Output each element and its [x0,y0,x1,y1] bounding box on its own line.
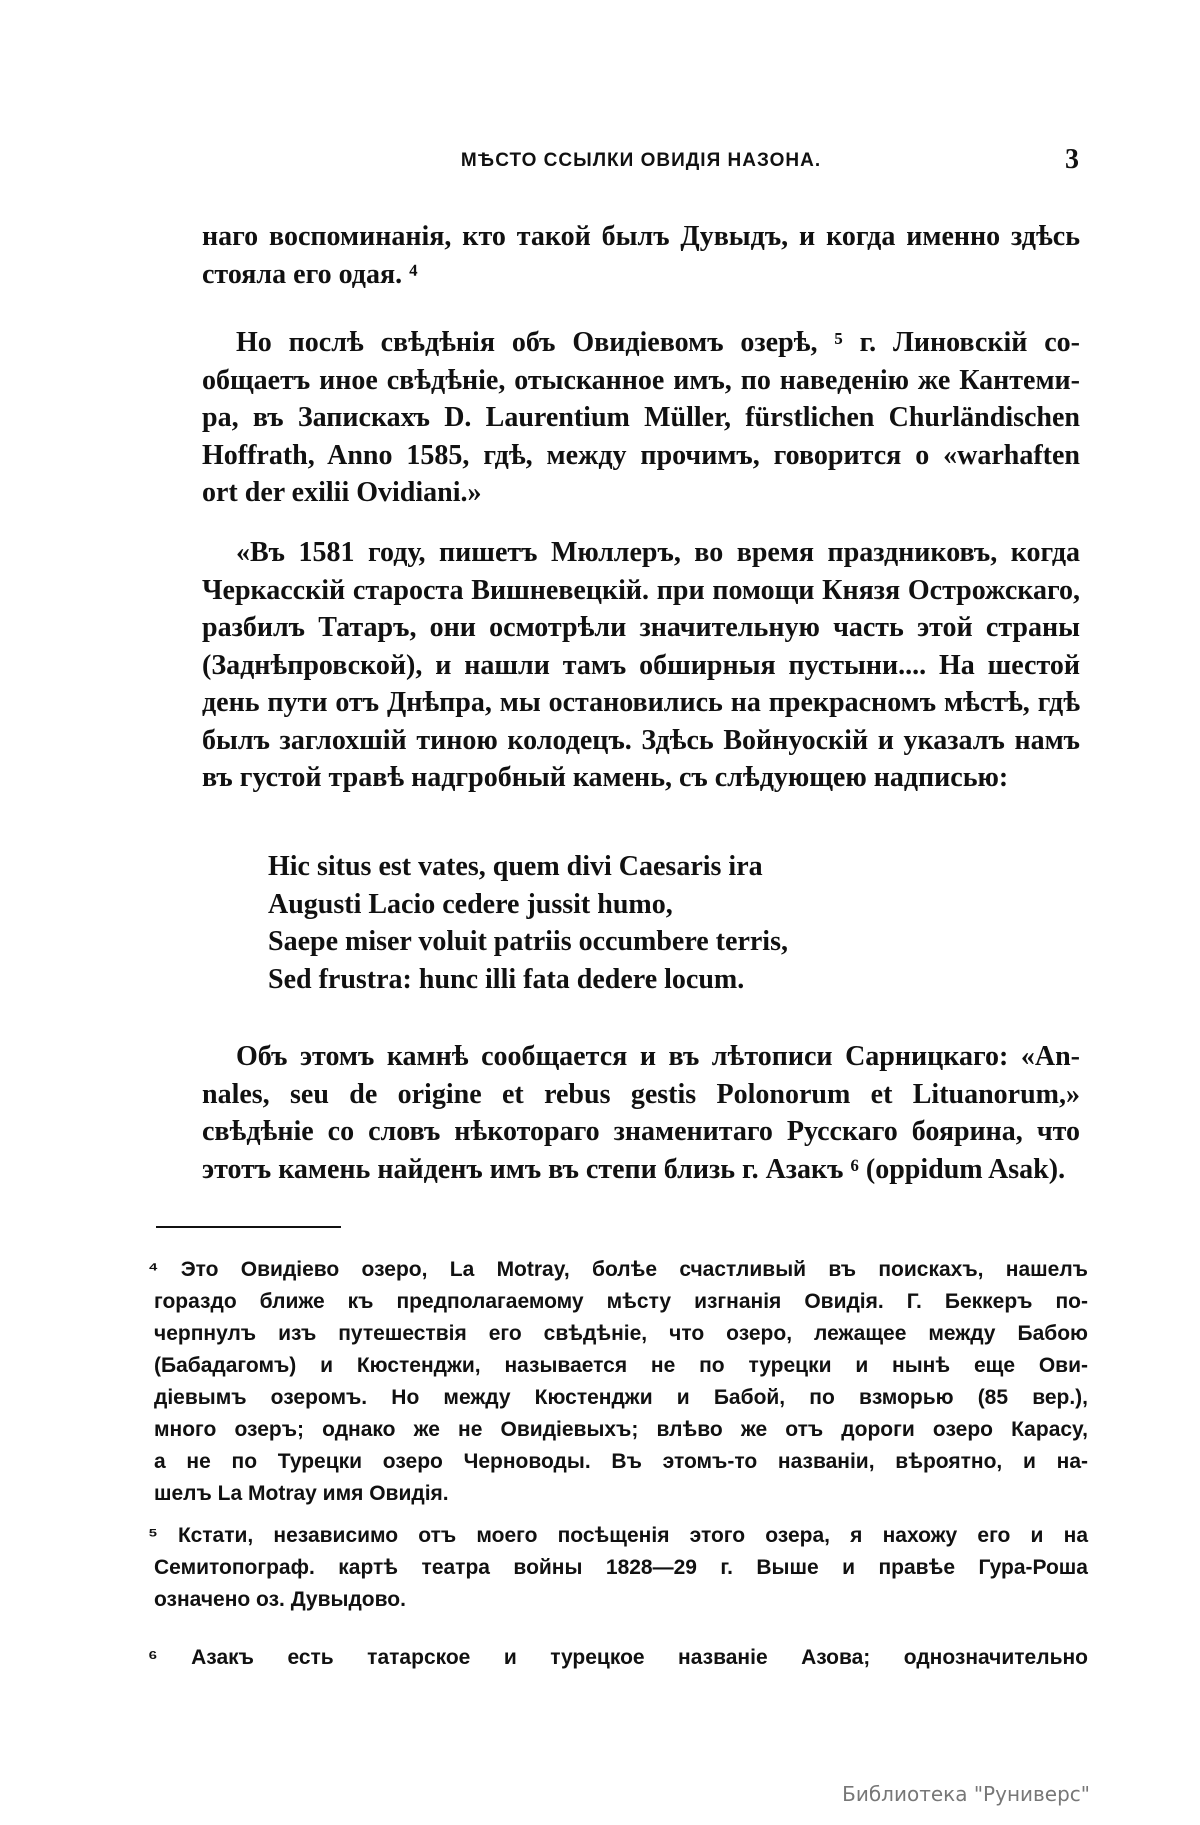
text-line: Черкасскій староста Вишневецкій. при помощи Князя Острожскаго, [202,574,1080,606]
text-line: Но послѣ свѣдѣнія объ Овидіевомъ озерѣ, ⁵ г. Линовскій со- [236,327,1080,358]
text-line: ort der exilii Ovidiani.» [202,477,482,508]
verse-line: Hic situs est vates, quem divi Caesaris ira [268,851,763,882]
verse-line: Saepe miser voluit patriis occumbere terris, [268,926,788,957]
footnote-line: ⁴ Это Овидіево озеро, La Motray, болѣе счастливый въ поискахъ, нашелъ [148,1258,1088,1281]
text-line: въ густой травѣ надгробный камень, съ слѣдующею надписью: [202,762,1009,793]
text-line: общаетъ иное свѣдѣніе, отысканное имъ, по наведенію же Кантеми- [202,364,1080,396]
footnote-line: (Бабадагомъ) и Кюстенджи, называется не по турецки и нынѣ еще Ови- [154,1354,1088,1377]
footnote-line: черпнулъ изъ путешествія его свѣдѣніе, что озеро, лежащее между Бабою [154,1322,1088,1345]
running-title: МѢСТО ССЫЛКИ ОВИДІЯ НАЗОНА. [460,150,822,171]
footnote-line: а не по Турецки озеро Черноводы. Въ этомъ-то названіи, вѣроятно, и на- [154,1450,1088,1473]
footnote-line: гораздо ближе къ предполагаемому мѣсту изгнанія Овидія. Г. Беккеръ по- [154,1290,1088,1313]
footnote-divider [156,1226,341,1228]
text-line: Hoffrath, Anno 1585, гдѣ, между прочимъ, говорится о «warhaften [202,439,1080,471]
footnote-line: ⁶ Азакъ есть татарское и турецкое названіе Азова; однозначительно [148,1646,1088,1669]
footnote-line: ⁵ Кстати, независимо отъ моего посѣщенія этого озера, я нахожу его и на [148,1524,1088,1547]
footnote-line: означено оз. Дувыдово. [154,1588,406,1611]
footnote-line: діевымъ озеромъ. Но между Кюстенджи и Бабой, по взморью (85 вер.), [154,1386,1088,1409]
text-line: «Въ 1581 году, пишетъ Мюллеръ, во время праздниковъ, когда [236,537,1080,568]
text-line: стояла его одая. ⁴ [202,258,418,290]
text-line: разбилъ Татаръ, они осмотрѣли значительную часть этой страны [202,612,1080,643]
text-line: Объ этомъ камнѣ сообщается и въ лѣтописи Сарницкаго: «An- [236,1041,1080,1072]
library-watermark: Библиотека "Руниверс" [842,1782,1090,1806]
verse-line: Sed frustra: hunc illi fata dedere locum. [268,963,745,995]
text-line: этотъ камень найденъ имъ въ степи близь г. Азакъ ⁶ (oppidum Asak). [202,1153,1066,1185]
text-line: былъ заглохшій тиною колодецъ. Здѣсь Войнуоскій и указалъ намъ [202,724,1080,756]
verse-line: Augusti Lacio cedere jussit humo, [268,888,673,920]
footnote-line: шелъ La Motray имя Овидія. [154,1482,449,1505]
footnote-line: много озеръ; однако же не Овидіевыхъ; влѣво же отъ дороги озеро Карасу, [154,1418,1088,1441]
text-line: ра, въ Запискахъ D. Laurentium Müller, fürstlichen Churländischen [202,402,1080,433]
text-line: (Заднѣпровской), и нашли тамъ обширныя пустыни.... На шестой [202,649,1080,681]
text-line: день пути отъ Днѣпра, мы остановились на прекрасномъ мѣстѣ, гдѣ [202,687,1080,718]
footnote-line: Семитопограф. картѣ театра войны 1828—29 г. Выше и правѣе Гура-Роша [154,1556,1088,1579]
text-line: nales, seu de origine et rebus gestis Polonorum et Lituanorum,» [202,1078,1080,1110]
page-number: 3 [1065,144,1080,175]
text-line: свѣдѣніе со словъ нѣкотораго знаменитаго Русскаго боярина, что [202,1116,1080,1147]
text-line: наго воспоминанія, кто такой былъ Дувыдъ, и когда именно здѣсь [202,221,1080,252]
